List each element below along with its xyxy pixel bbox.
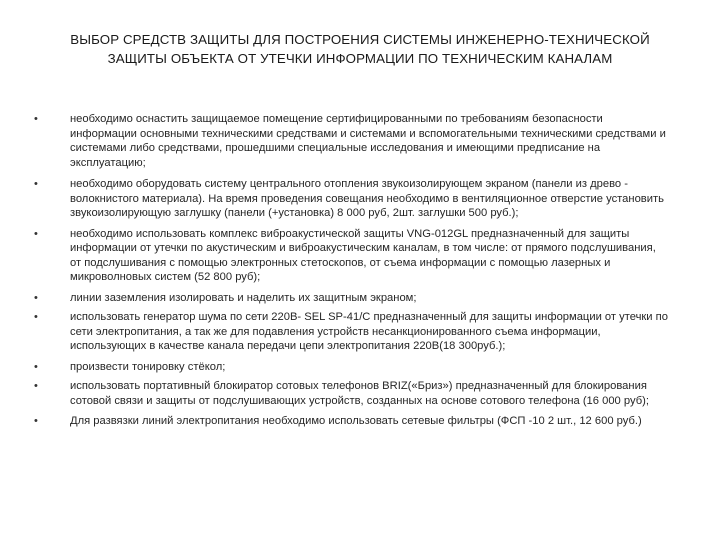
list-item-text: Для развязки линий электропитания необходимо использовать сетевые фильтры (ФСП -10 2 шт., 12 600 руб.) (70, 415, 642, 427)
list-item-text: необходимо оборудовать систему центрального отопления звукоизолирующем экраном (панели из древо - волокнистого материала). На время проведения совещания необходимо в вентиляционное отверстие установить звукоизолирующую заглушку (панели (+установка) 8 000 руб, 2шт. заглушки 500 руб.); (70, 178, 664, 219)
list-item (34, 112, 670, 170)
list-item (34, 177, 670, 221)
slide-title: ВЫБОР СРЕДСТВ ЗАЩИТЫ ДЛЯ ПОСТРОЕНИЯ СИСТЕМЫ ИНЖЕНЕРНО-ТЕХНИЧЕСКОЙ ЗАЩИТЫ ОБЪЕКТА ОТ УТЕЧКИ ИНФОРМАЦИИ ПО ТЕХНИЧЕСКИМ КАНАЛАМ (70, 32, 650, 66)
bullet-icon: • (34, 311, 38, 323)
list-item (34, 310, 670, 354)
bullet-icon: • (34, 415, 38, 427)
list-item (34, 291, 670, 306)
list-item (34, 379, 670, 408)
list-item-text: линии заземления изолировать и наделить их защитным экраном; (70, 291, 417, 304)
bullet-list (34, 112, 670, 429)
list-item (34, 227, 670, 285)
bullet-icon: • (34, 113, 38, 125)
list-item-text: произвести тонировку стёкол; (70, 360, 226, 373)
list-item-text: необходимо оснастить защищаемое помещение сертифицированными по требованиям безопасности информации основными техническими средствами и системами и вспомогательными техническими средствами и системами либо средствами, прошедшими специальные исследования и имеющими предписание на эксплуатацию; (70, 113, 666, 169)
bullet-icon: • (34, 291, 38, 304)
list-item (34, 414, 670, 429)
list-item-text: использовать генератор шума по сети 220В- SEL SP-41/C предназначенный для защиты информации от утечки по сети электропитания, а так же для подавления устройств несанкционированного съема информации, использующих в качестве канала передачи цепи электропитания 220В(18 300руб.); (70, 311, 668, 352)
list-item-text: использовать портативный блокиратор сотовых телефонов BRIZ(«Бриз») предназначенный для блокирования сотовой связи и защиты от подслушивающих устройств, созданных на основе сотового телефона (16 000 руб); (70, 380, 649, 407)
list-item-text: необходимо использовать комплекс виброакустической защиты VNG-012GL предназначенный для защиты информации от утечки по акустическим и виброакустическим каналам, в том числе: от прямого подслушивания, от подслушивания с помощью электронных стетоскопов, от съема информации с помощью лазерных и микроволновых систем (52 800 руб); (70, 227, 656, 283)
bullet-icon: • (34, 360, 38, 373)
bullet-icon: • (34, 178, 38, 190)
bullet-icon: • (34, 380, 38, 392)
bullet-icon: • (34, 227, 38, 240)
list-item (34, 360, 670, 375)
